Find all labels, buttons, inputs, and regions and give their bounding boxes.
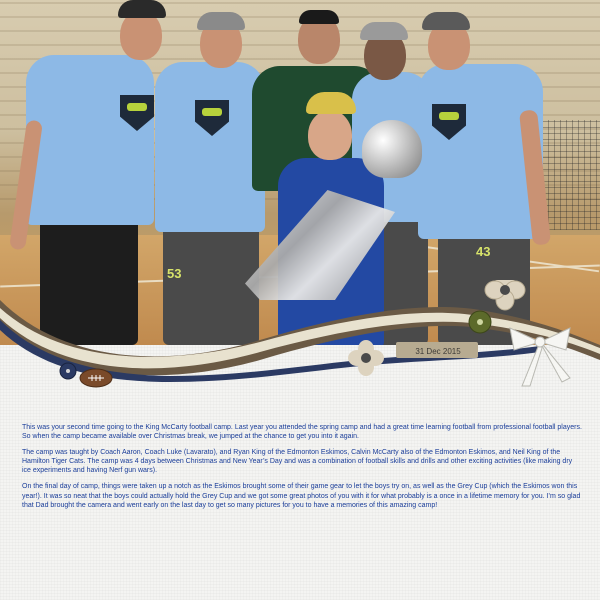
journal-paragraph-2: The camp was taught by Coach Aaron, Coach Luke (Lavarato), and Ryan King of the Edmonton Eskimos, Calvin McCarty also of the Edmonton Eskimos, and Neil King of the Hamilton Tiger Cats. The camp was 4 days between Christmas and New Year’s Day and was a combination of football skills and drills and other exciting activities (like making dry ice experiments and having Nerf gun wars). [22,449,573,475]
ribbon-bow [510,328,570,386]
ribbon-decoration [0,280,600,410]
shirt-number-43: 43 [476,244,491,259]
flower-embellishment-right [485,280,525,310]
shirt-number-53: 53 [167,266,182,281]
date-label: 31 Dec 2015 [415,347,461,356]
journal-paragraph-3: On the final day of camp, things were taken up a notch as the Eskimos brought some of their game gear to let the boys try on, as well as the Grey Cup (which the Eskimos won this year!). It was so neat that the boys could actually hold the Grey Cup and we got some great photos of you with it for what probably is a once in a lifetime memory for you. I’m so glad that Dad brought the camera and went early on the last day to get so many pictures for you to have a memories of this amazing camp! [22,483,581,509]
grey-cup-bowl [362,120,422,178]
flower-embellishment [348,340,384,376]
journal-paragraph-1: This was your second time going to the King McCarty football camp. Last year you attended the spring camp and had a great time learning football from professional football players. So when the camp became available over Christmas break, we jumped at the chance to get you into it again. [22,424,582,441]
journaling-text [22,423,582,517]
